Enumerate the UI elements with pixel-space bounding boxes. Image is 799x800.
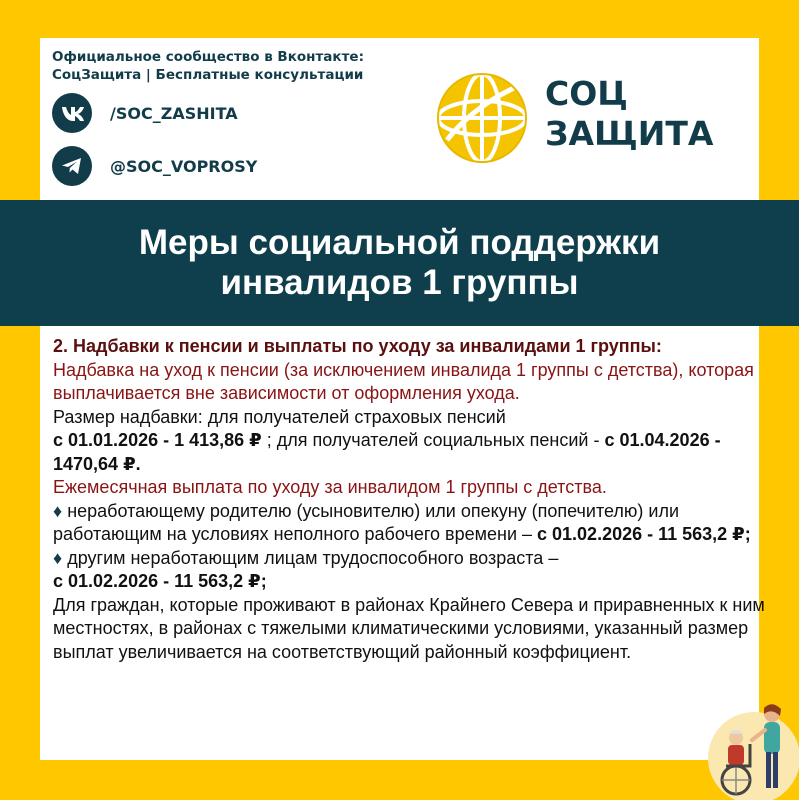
content-card: [40, 326, 765, 760]
bullet-2-text: другим неработающим лицам трудоспособного возраста –: [62, 547, 559, 568]
diamond-bullet-icon: ♦: [53, 547, 63, 568]
bullet-1-text: неработающему родителю (усыновителю) или опекуну (попечителю) или работающим на условиях неполного рабочего времени –: [53, 500, 680, 544]
banner-line-1: Меры социальной поддержки: [138, 223, 661, 262]
vk-icon: [52, 93, 92, 133]
vk-link[interactable]: [52, 93, 238, 133]
wheelchair-caregiver-illustration: [706, 700, 799, 800]
bullet-item-parent: [53, 500, 773, 547]
logo-text: [545, 74, 713, 154]
social-pension-amount: с 01.04.2026 - 1470,64 ₽.: [53, 430, 721, 474]
insurance-pension-amount: с 01.01.2026 - 1 413,86 ₽: [53, 430, 262, 450]
supplement-amount-paragraph: [53, 406, 773, 477]
diamond-bullet-icon: ♦: [53, 500, 63, 521]
monthly-payment-title: Ежемесячная выплата по уходу за инвалидом 1 группы с детства.: [53, 477, 607, 497]
logo-line-1: СОЦ: [545, 74, 628, 113]
telegram-handle: @SOC_VOPROSY: [110, 156, 258, 176]
bullet-1-amount: с 01.02.2026 - 11 563,2 ₽;: [537, 524, 751, 544]
community-title: [52, 48, 432, 84]
header-card: [40, 38, 759, 200]
community-line-1: Официальное сообщество в Вконтакте:: [52, 49, 364, 65]
banner-line-2: инвалидов 1 группы: [220, 263, 579, 302]
title-banner: [0, 200, 799, 326]
vk-handle: /SOC_ZASHITA: [110, 103, 238, 123]
northern-regions-paragraph: Для граждан, которые проживают в районах Крайнего Севера и приравненных к ним местностях, в районах с тяжелыми климатическими условиями, указанный размер выплат увеличивается на соответствующий районный коэффициент.: [53, 594, 765, 662]
supplement-intro: Размер надбавки: для получателей страховых пенсий: [53, 406, 506, 427]
logo-line-2: ЗАЩИТА: [545, 114, 714, 153]
supplement-mid-text: ; для получателей социальных пенсий -: [261, 430, 605, 450]
section-heading: 2. Надбавки к пенсии и выплаты по уходу за инвалидами 1 группы:: [53, 336, 662, 356]
content-body: [53, 335, 773, 664]
globe-logo-icon: [432, 68, 532, 168]
care-supplement-description: Надбавка на уход к пенсии (за исключением инвалида 1 группы с детства), которая выплачивается вне зависимости от оформления ухода.: [53, 359, 754, 403]
bullet-2-amount: с 01.02.2026 - 11 563,2 ₽;: [53, 571, 267, 591]
bullet-item-other: [53, 547, 773, 594]
telegram-link[interactable]: [52, 146, 257, 186]
community-line-2: СоцЗащита | Бесплатные консультации: [52, 67, 364, 83]
telegram-icon: [52, 146, 92, 186]
